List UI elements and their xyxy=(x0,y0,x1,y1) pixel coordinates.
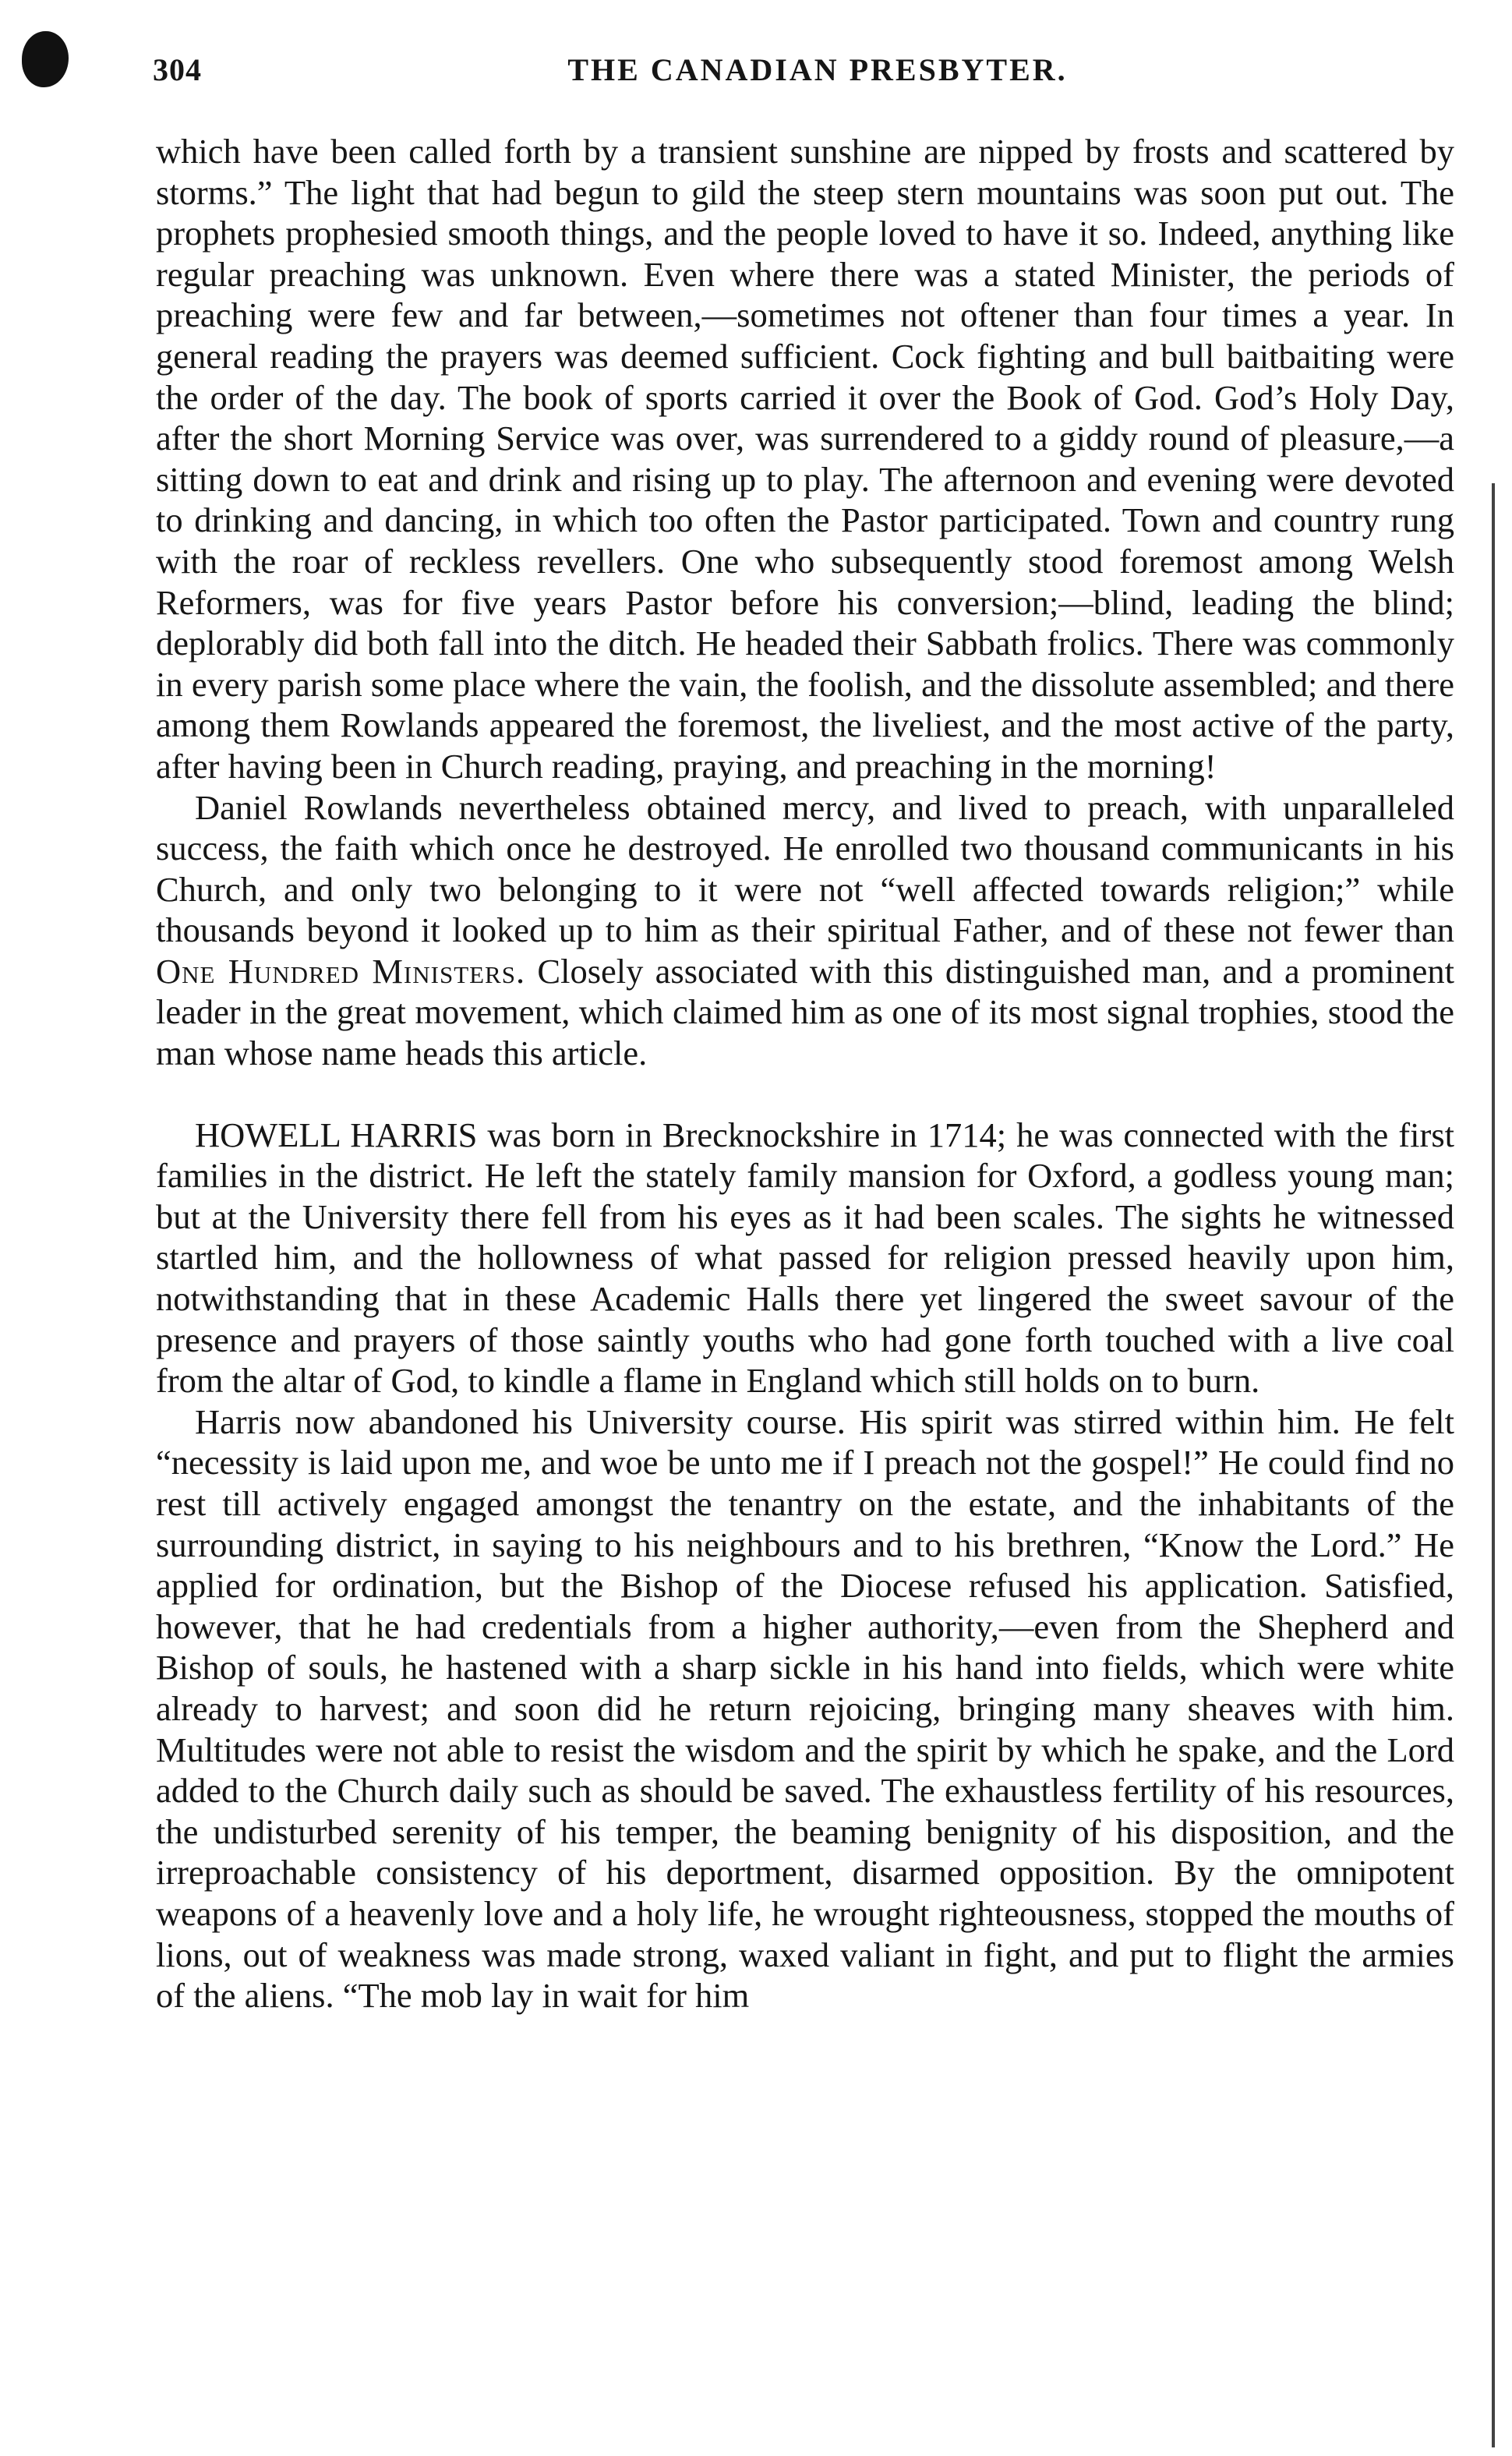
paragraph-2-small-caps: One Hundred Ministers. xyxy=(156,951,526,991)
paragraph-2-text-after: Closely associated with this distinguished man, and a prominent leader in the great movement, which claimed him as one of its most signal trophies, stood the man whose name heads this article. xyxy=(156,951,1455,1073)
paragraph-2 xyxy=(156,787,1454,1074)
running-title: THE CANADIAN PRESBYTER. xyxy=(567,52,1068,87)
margin-rule xyxy=(1492,483,1495,2447)
article-body xyxy=(156,131,1454,2016)
paragraph-4: Harris now abandoned his University course. His spirit was stirred within him. He felt “necessity is laid upon me, and woe be unto me if I preach not the gospel!” He could find no rest till actively engaged amongst the tenantry on the estate, and the inhabitants of the surrounding district, in saying to his neighbours and to his brethren, “Know the Lord.” He applied for ordination, but the Bishop of the Diocese refused his application. Satisfied, however, that he had credentials from a higher authority,—even from the Shepherd and Bishop of souls, he hastened with a sharp sickle in his hand into fields, which were white already to harvest; and soon did he return rejoicing, bringing many sheaves with him. Multitudes were not able to resist the wisdom and the spirit by which he spake, and the Lord added to the Church daily such as should be saved. The exhaustless fertility of his resources, the undisturbed serenity of his temper, the beaming benignity of his disposition, and the irreproachable consistency of his deportment, disarmed opposition. By the omnipotent weapons of a heavenly love and a holy life, he wrought righteousness, stopped the mouths of lions, out of weakness was made strong, waxed valiant in fight, and put to flight the armies of the aliens. “The mob lay in wait for him xyxy=(156,1401,1454,2016)
page-header xyxy=(153,51,1451,98)
paragraph-2-text-before: Daniel Rowlands nevertheless obtained mercy, and lived to preach, with unparalleled success, the faith which once he destroyed. He enrolled two thousand communicants in his Church, and only two belonging to it were not “well affected towards religion;” while thousands beyond it looked up to him as their spiritual Father, and of these not fewer than xyxy=(156,787,1454,950)
ink-blot-mark xyxy=(22,31,69,87)
page-number: 304 xyxy=(153,52,202,87)
paragraph-3: HOWELL HARRIS was born in Brecknockshire in 1714; he was connected with the first families in the district. He left the stately family mansion for Oxford, a godless young man; but at the University there fell from his eyes as it had been scales. The sights he witnessed startled him, and the hollowness of what passed for religion pressed heavily upon him, notwithstanding that in these Academic Halls there yet lingered the sweet savour of the presence and prayers of those saintly youths who had gone forth touched with a live coal from the altar of God, to kindle a flame in England which still holds on to burn. xyxy=(156,1115,1454,1401)
paragraph-1: which have been called forth by a transient sunshine are nipped by frosts and scattered by storms.” The light that had begun to gild the steep stern mountains was soon put out. The prophets prophesied smooth things, and the people loved to have it so. Indeed, anything like regular preaching was unknown. Even where there was a stated Minister, the periods of preaching were few and far between,—sometimes not oftener than four times a year. In general reading the prayers was deemed sufficient. Cock fighting and bull baitbaiting were the order of the day. The book of sports carried it over the Book of God. God’s Holy Day, after the short Morning Service was over, was surrendered to a giddy round of pleasure,—a sitting down to eat and drink and rising up to play. The afternoon and evening were devoted to drinking and dancing, in which too often the Pastor participated. Town and country rung with the roar of reckless revellers. One who subsequently stood foremost among Welsh Reformers, was for five years Pastor before his conversion;—blind, leading the blind; deplorably did both fall into the ditch. He headed their Sabbath frolics. There was commonly in every parish some place where the vain, the foolish, and the dissolute assembled; and there among them Rowlands appeared the foremost, the liveliest, and the most active of the party, after having been in Church reading, praying, and preaching in the morning! xyxy=(156,132,1454,786)
